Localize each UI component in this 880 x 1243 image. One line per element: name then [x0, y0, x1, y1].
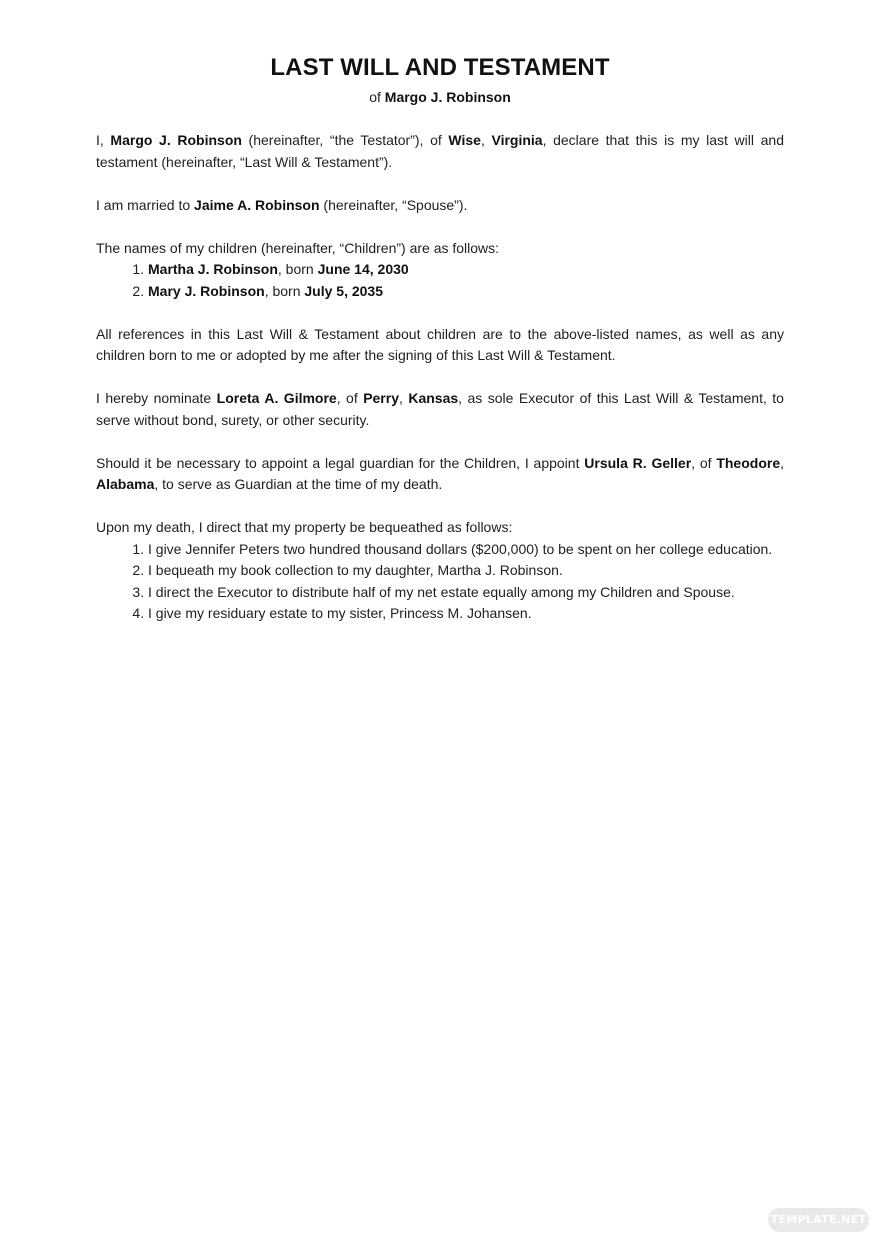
list-item: [148, 281, 784, 303]
watermark-badge: TEMPLATE.NET: [768, 1208, 869, 1232]
executor-paragraph: [96, 388, 784, 431]
born-text: , born: [277, 261, 318, 277]
list-item: 4. I give my residuary estate to my sister, Princess M. Johansen.: [148, 603, 784, 625]
declaration-text: I,: [96, 132, 111, 148]
spouse-text: (hereinafter, “Spouse”).: [319, 196, 468, 213]
guardian-state: Alabama: [96, 476, 155, 492]
guardian-text: ,: [780, 454, 784, 471]
testator-city: Wise: [448, 132, 481, 148]
child-birthdate: June 14, 2030: [317, 261, 409, 277]
spouse-name: Jaime A. Robinson: [194, 196, 320, 213]
subtitle-prefix: of: [369, 89, 385, 105]
document-title: LAST WILL AND TESTAMENT: [270, 54, 610, 81]
guardian-text: , of: [691, 454, 717, 471]
executor-text: ,: [399, 390, 409, 406]
born-text: , born: [264, 282, 305, 299]
guardian-name: Ursula R. Geller: [584, 454, 692, 471]
declaration-text: , declare that this is my last will and testament (hereinafter, “Last Will & Testament”).: [96, 132, 784, 170]
testator-name: Margo J. Robinson: [110, 132, 242, 148]
references-paragraph: All references in this Last Will & Testament about children are to the above-listed names, as well as any children born to me or adopted by me after the signing of this Last Will & Testament.: [96, 325, 784, 363]
guardian-text: , to serve as Guardian at the time of my death.: [154, 476, 443, 492]
bequests-intro: Upon my death, I direct that my property be bequeathed as follows:: [96, 519, 513, 535]
child-name: Mary J. Robinson: [148, 282, 265, 299]
executor-text: , as sole Executor of this Last Will & Testament, to serve without bond, surety, or other security.: [96, 390, 784, 428]
children-intro: The names of my children (hereinafter, “Children”) are as follows:: [96, 239, 500, 256]
declaration-text: (hereinafter, “the Testator”), of: [241, 132, 449, 148]
document-subtitle: [96, 86, 784, 108]
executor-state: Kansas: [408, 390, 459, 406]
list-item: [148, 259, 784, 281]
list-item: 1. I give Jennifer Peters two hundred thousand dollars ($200,000) to be spent on her college education.: [148, 539, 784, 561]
list-item: 2. I bequeath my book collection to my daughter, Martha J. Robinson.: [148, 560, 784, 582]
list-item: 3. I direct the Executor to distribute half of my net estate equally among my Children and Spouse.: [148, 582, 784, 604]
guardian-paragraph: [96, 453, 784, 496]
executor-name: Loreta A. Gilmore: [216, 390, 337, 406]
subtitle-testator-name: Margo J. Robinson: [384, 89, 511, 105]
declaration-text: ,: [480, 132, 492, 148]
testator-state: Virginia: [491, 132, 543, 148]
executor-text: I hereby nominate: [96, 390, 217, 406]
child-birthdate: July 5, 2035: [304, 282, 384, 299]
spouse-text: I am married to: [96, 196, 195, 213]
executor-text: , of: [336, 390, 364, 406]
executor-city: Perry: [363, 390, 399, 406]
guardian-text: Should it be necessary to appoint a legal guardian for the Children, I appoint: [96, 454, 585, 471]
spouse-paragraph: [96, 195, 784, 217]
document-page: [96, 52, 784, 625]
children-list: [96, 259, 784, 302]
child-name: Martha J. Robinson: [148, 261, 278, 277]
declaration-paragraph: [96, 130, 784, 173]
guardian-city: Theodore: [716, 454, 781, 471]
bequests-list: [96, 539, 784, 625]
